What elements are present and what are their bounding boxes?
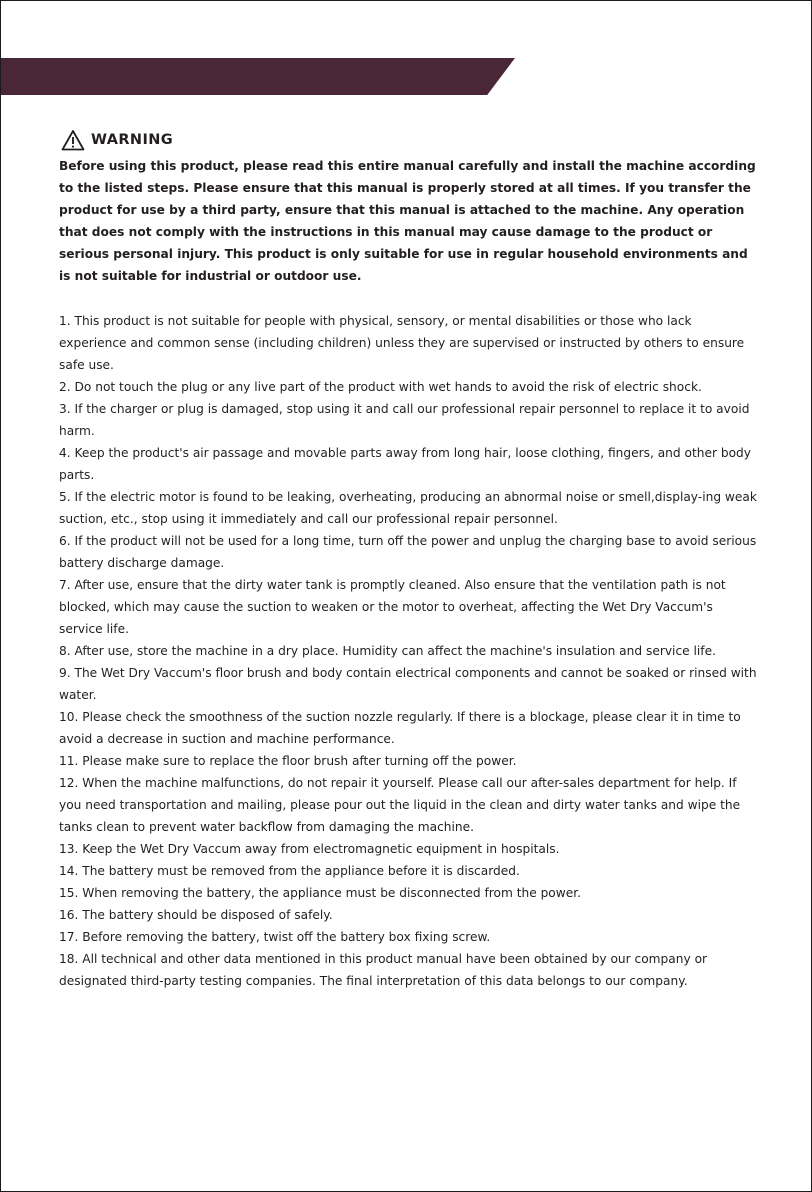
precaution-item: 9. The Wet Dry Vaccum's floor brush and body contain electrical components and cannot be soaked or rinsed with water.: [59, 666, 757, 702]
precautions-list: [59, 310, 759, 992]
precaution-item: 18. All technical and other data mentioned in this product manual have been obtained by our company or designated third-party testing companies. The final interpretation of this data belongs to our company.: [59, 952, 708, 988]
precaution-item: 15. When removing the battery, the appliance must be disconnected from the power.: [59, 886, 581, 900]
precaution-item: 7. After use, ensure that the dirty water tank is promptly cleaned. Also ensure that the ventilation path is not blocked, which may cause the suction to weaken or the motor to overheat, affecting the Wet Dry Vaccum's service life.: [59, 578, 726, 636]
precaution-item: 12. When the machine malfunctions, do not repair it yourself. Please call our after-sales department for help. If you need transportation and mailing, please pour out the liquid in the clean and dirty water tanks and wipe the tanks clean to prevent water backflow from damaging the machine.: [59, 776, 741, 834]
precaution-item: 3. If the charger or plug is damaged, stop using it and call our professional repair personnel to replace it to avoid harm.: [59, 402, 750, 438]
precaution-item: 14. The battery must be removed from the appliance before it is discarded.: [59, 864, 520, 878]
precaution-item: 4. Keep the product's air passage and movable parts away from long hair, loose clothing, fingers, and other body parts.: [59, 446, 751, 482]
precaution-item: 5. If the electric motor is found to be leaking, overheating, producing an abnormal noise or smell,display-ing weak suction, etc., stop using it immediately and call our professional repair personnel.: [59, 490, 757, 526]
section-banner: [1, 58, 515, 95]
section-number: 3: [27, 9, 40, 29]
precaution-item: 10. Please check the smoothness of the suction nozzle regularly. If there is a blockage, please clear it in time to avoid a decrease in suction and machine performance.: [59, 710, 741, 746]
precaution-item: 11. Please make sure to replace the floor brush after turning off the power.: [59, 754, 517, 768]
warning-text: Before using this product, please read this entire manual carefully and install the machine according to the listed steps. Please ensure that this manual is properly stored at all times. If you transfer the product for use by a third party, ensure that this manual is attached to the machine. Any operation that does not comply with the instructions in this manual may cause damage to the product or serious personal injury. This product is only suitable for use in regular household environments and is not suitable for industrial or outdoor use.: [59, 159, 756, 283]
warning-heading: [61, 128, 173, 152]
precaution-item: 2. Do not touch the plug or any live part of the product with wet hands to avoid the risk of electric shock.: [59, 380, 702, 394]
precaution-item: 16. The battery should be disposed of safely.: [59, 908, 333, 922]
section-title: SAFETY PRECAUTIONS: [57, 9, 283, 29]
precaution-item: 8. After use, store the machine in a dry place. Humidity can affect the machine's insulation and service life.: [59, 644, 716, 658]
warning-title: WARNING: [91, 132, 174, 148]
precaution-item: 1. This product is not suitable for people with physical, sensory, or mental disabilities or those who lack experience and common sense (including children) unless they are supervised or instructed by others to ensure safe use.: [59, 314, 745, 372]
precaution-item: 6. If the product will not be used for a long time, turn off the power and unplug the charging base to avoid serious battery discharge damage.: [59, 534, 757, 570]
warning-triangle-icon: [61, 129, 85, 151]
section-heading: [27, 1, 283, 38]
precaution-item: 17. Before removing the battery, twist off the battery box fixing screw.: [59, 930, 491, 944]
precaution-item: 13. Keep the Wet Dry Vaccum away from electromagnetic equipment in hospitals.: [59, 842, 560, 856]
